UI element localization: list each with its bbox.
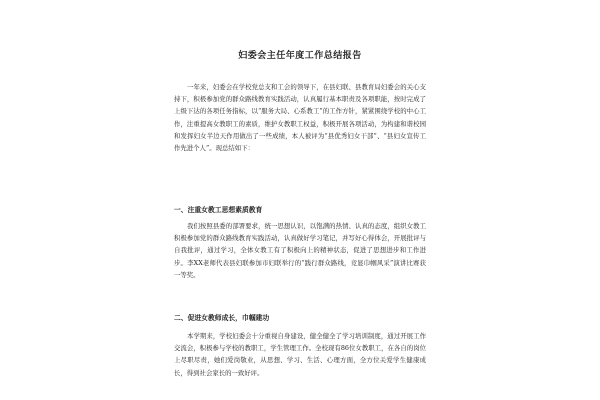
section-heading-1: 一、注重女教工思想素质教育 xyxy=(174,206,263,214)
intro-paragraph: 一年来，妇委会在学校党总支和工会的领导下，在县妇联、县教育局妇委会的关心支持下，积极参加党的群众路线教育实践活动，认真履行基本职责及各项职能，按时完成了上级下达的各项任务指标，以“服务大局、心系教工”的工作方针，紧紧围绕学校的中心工作，注重提高女教职工的素质，维护女教职工权益，积极开展各项活动，为构建和谐校园和发挥妇女半边天作用做出了一些成绩，本人被评为“县优秀妇女干部”、“县妇女宣传工作先进个人”。现总结如下： xyxy=(174,83,426,153)
document-title: 妇委会主任年度工作总结报告 xyxy=(238,51,362,61)
section-2-paragraph: 本学期来，学校妇委会十分重视自身建设，健全健全了学习培训制度，通过开展工作交流会，积极参与学校的教职工，学生管理工作。全校现有86位女教职工，在各自的岗位上尽职尽责，她们爱岗敬业，从思想、学习、生活、心理方面，全方位关爱学生健康成长，得到社会家长的一致好评。 xyxy=(174,332,426,377)
document-page xyxy=(160,20,440,400)
section-heading-2: 二、促进女教师成长，巾帼建功 xyxy=(174,314,270,322)
section-1-paragraph: 我们按照县委的部署要求，统一思想认识，以饱满的热情、认真的态度，组织女教工积极参加党的群众路线教育实践活动，认真做好学习笔记，并写好心得体会，开展批评与自我批评，通过学习，全体女教工有了积极向上的精神状态，促进了思想进步和工作进步。李XX老师代表县妇联参加市妇联举行的“践行群众路线，竞显巾帼风采”演讲比赛获一等奖。 xyxy=(174,222,426,279)
